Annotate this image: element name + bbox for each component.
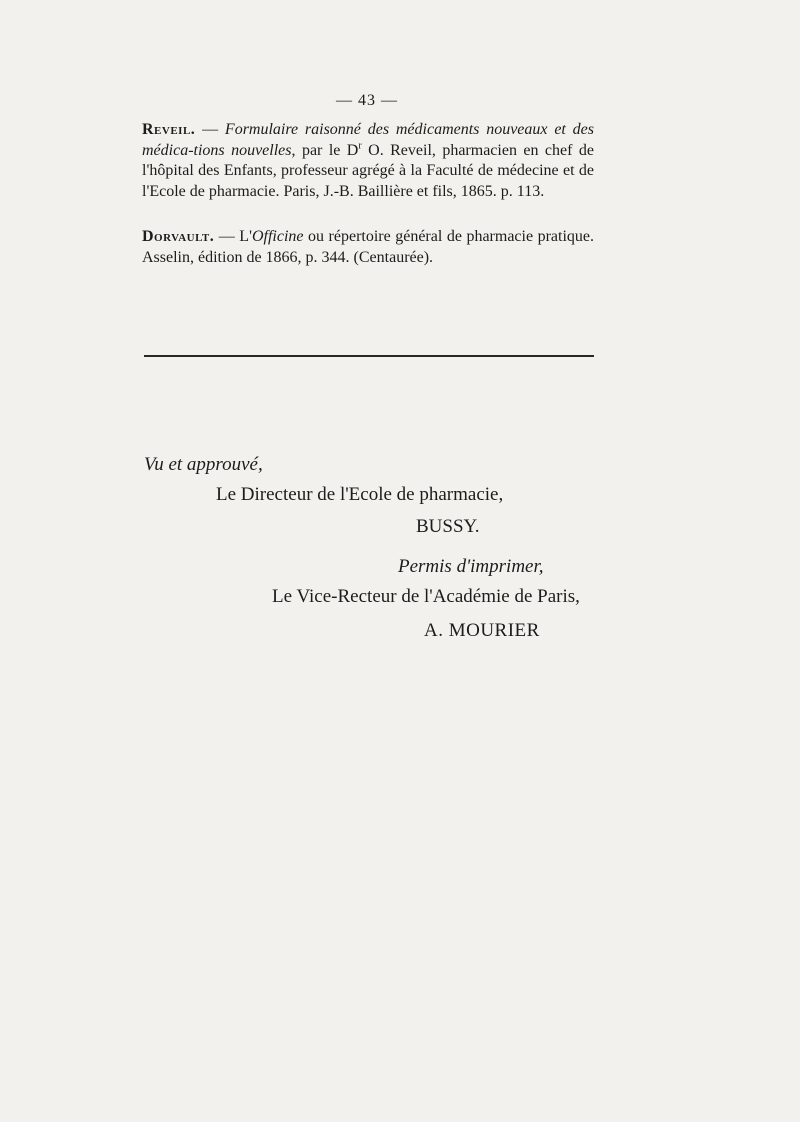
page-number: — 43 — (336, 92, 398, 109)
reference-dash: — (195, 121, 225, 138)
signature-mourier: A. MOURIER (424, 620, 540, 641)
reference-author: Dorvault. (142, 228, 215, 245)
permis-imprimer: Permis d'imprimer, (398, 556, 544, 577)
reference-text-continued: O. Reveil, pharmacien en chef de l'hôpital des Enfants, professeur agrégé à la Faculté de médecine et de l'Ecole de pharmacie. Paris, J.-B. Baillière et fils, 1865. p. 113. (142, 141, 594, 200)
approval-vu: Vu et approuvé, (144, 454, 263, 475)
approval-directeur: Le Directeur de l'Ecole de pharmacie, (216, 484, 504, 505)
reference-author: Reveil. (142, 121, 196, 138)
reference-reveil (142, 120, 594, 202)
reference-prefix: L' (239, 228, 252, 245)
reference-superscript: r (358, 140, 362, 152)
reference-title: Formulaire raisonné des médicaments nouveaux et des médica-tions nouvelles (142, 121, 595, 159)
approval-signature-bussy: BUSSY. (416, 516, 480, 537)
reference-dorvault (142, 227, 594, 268)
reference-text: , par le D (291, 141, 359, 159)
reference-dash: — (214, 228, 240, 245)
reference-title: Officine (251, 228, 304, 245)
vice-recteur: Le Vice-Recteur de l'Académie de Paris, (272, 586, 580, 607)
horizontal-rule (144, 355, 594, 357)
reference-text: ou répertoire général de pharmacie pratique. Asselin, édition de 1866, p. 344. (Centaurée). (142, 228, 595, 266)
